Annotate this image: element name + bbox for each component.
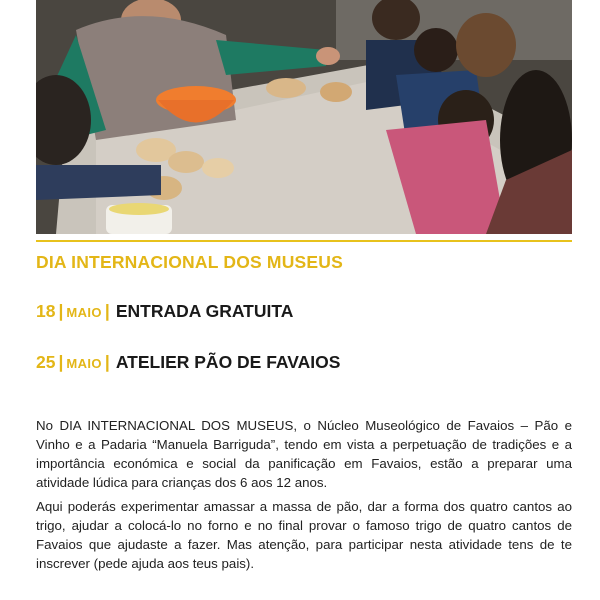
event-line-entrada	[36, 301, 293, 322]
event-month: MAIO	[66, 305, 102, 320]
event-title: ATELIER PÃO DE FAVAIOS	[115, 352, 341, 372]
page-heading: DIA INTERNACIONAL DOS MUSEUS	[36, 252, 344, 272]
event-day: 25	[36, 352, 56, 372]
event-separator: |	[58, 352, 64, 372]
photo-illustration	[36, 0, 572, 234]
event-separator: |	[104, 352, 110, 372]
description-paragraph-2: Aqui poderás experimentar amassar a massa de pão, dar a forma dos quatro cantos ao trigo, ajudar a colocá-lo no forno e no final provar o famoso trigo de quatro cantos de Favaios que ajudaste a fazer. Mas atenção, para participar nesta atividade tens de te inscrever (pede ajuda aos teus pais).	[36, 499, 572, 571]
event-day: 18	[36, 301, 56, 321]
heading-divider	[36, 240, 572, 242]
description-paragraph-1: No DIA INTERNACIONAL DOS MUSEUS, o Núcleo Museológico de Favaios – Pão e Vinho e a Padaria “Manuela Barriguda”, tendo em vista a perpetuação de tradições e a importância económica e social da panificação em Favaios, estão a preparar uma atividade lúdica para crianças dos 6 aos 12 anos.	[36, 418, 572, 490]
event-separator: |	[104, 301, 110, 321]
event-month: MAIO	[66, 356, 102, 371]
bread-workshop-photo	[36, 0, 572, 234]
event-separator: |	[58, 301, 64, 321]
event-title: ENTRADA GRATUITA	[115, 301, 294, 321]
event-line-atelier	[36, 352, 340, 373]
